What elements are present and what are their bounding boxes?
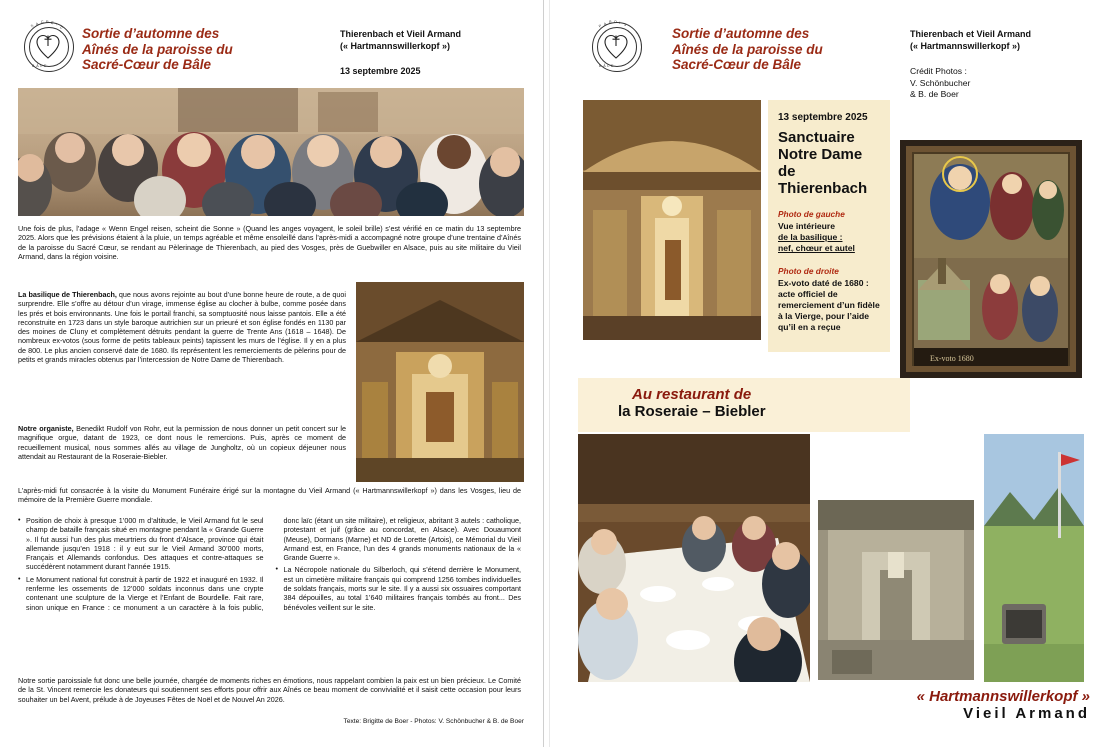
left-header-date: 13 septembre 2025 — [340, 66, 421, 76]
footer-subtitle-text: Vieil Armand — [963, 705, 1090, 722]
right-subject-line-1: Thierenbach et Vieil Armand — [910, 29, 1032, 39]
logo-ring-text: S A C R É - C B Â L E — [30, 20, 64, 68]
paragraph-basilica-body: que nous avons rejointe au bout d’une bonne heure de route, a de quoi surprendre. Elle s’offre au détour d’un virage, immense église au clocher à bulbe, comme posée dans les prés et bois environnants. Une fois le portail franchi, sa somptuosité nous laisse pantois. Elle a été reconstruite en 1723 dans un style baroque autrichien sur un prieuré et son église fondés en 1130 par des moines de Cluny et complètement détruits pendant la guerre de Trente Ans (1618 – 1648). De nombreux ex-votos (sous forme de petits tableaux peints) tapissent les murs de l’église. Il y en a plus de 800. Le plus ancien conservé date de 1680. Ils représentent les remerciements de pèlerins pour de petits et grands miracles obtenus par l’intercession de Notre Dame de Thierenbach. — [18, 290, 346, 365]
paragraph-closing — [18, 676, 521, 711]
right-title-line-2: Aînés de la paroisse du — [672, 41, 823, 57]
title-line-2: Aînés de la paroisse du — [82, 41, 233, 57]
caption-left-line-2: de la basilique : — [778, 232, 843, 242]
sanctuary-caption-panel — [768, 100, 890, 352]
right-subject-line-2: (« Hartmannswillerkopf ») — [910, 41, 1021, 51]
right-header-subject — [910, 28, 1090, 52]
subject-line-1: Thierenbach et Vieil Armand — [340, 29, 462, 39]
restaurant-heading-panel — [578, 378, 910, 432]
caption-left-line-3: nef, chœur et autel — [778, 243, 855, 253]
credit-line-2: V. Schönbucher — [910, 77, 971, 88]
title-line-3: Sacré-Cœur de Bâle — [82, 57, 212, 72]
photo-basilica-interior-left — [356, 282, 524, 482]
paragraph-intro: Une fois de plus, l’adage « Wenn Engel reisen, scheint die Sonne » (Quand les anges voyagent, le soleil brille) s’est vérifié en ce matin du 13 septembre 2025. Alors que les prévisions étaient à la pluie, un temps agréable et même ensoleillé dans l’après-midi a accompagné notre groupe d’une trentaine d’Aînés de la paroisse du Sacré Cœur, se rendant au Pèlerinage de Thierenbach, au pied des Vosges, près de Guebwiller en Alsace, puis au site militaire du Vieil Armand, dans la région voisine. — [18, 224, 521, 261]
paragraph-closing-body: Notre sortie paroissiale fut donc une belle journée, chargée de moments riches en émotions, nous rappelant combien la paix est un bien précieux. Le Comité de la St. Vincent remercie les donateurs qui soutiennent ses efforts pour offrir aux Aînés ce beau moment de convivialité et il saisit cette occasion pour leurs souhaiter un bel Avent, prélude à de Joyeuses Fêtes de Noël et de Nouvel An 2026. — [18, 676, 521, 704]
logo-ring-text-right: P A R O I S B Â L E — [598, 20, 628, 68]
bullet-list-vieil-armand — [18, 516, 521, 613]
credit-line-3: & B. de Boer — [910, 89, 959, 99]
paragraph-organist-body: Benedikt Rudolf von Rohr, eut la permission de nous donner un petit concert sur le magnifique orgue, datant de 1923, ce dont nous le remercions. Puis, après ce moment de recueillement musical, nous sommes allés au village de Jungholtz, où un copieux déjeuner nous attendait au Restaurant de la Roseraie-Biebler. — [18, 424, 346, 461]
list-item: • Position de choix à presque 1’000 m d’altitude, le Vieil Armand fut le seul champ de bataille français situé en montagne pendant la « Grande Guerre ». Il fut aussi l’un des plus meurtriers du front d’Alsace, province qui était allemande jusqu’en 1918 : il y eut sur le Vieil Armand 30’000 morts, Français et Allemands confondus. Des attaques et contre-attaques se succédèrent notamment durant l’année 1915. — [18, 516, 264, 572]
right-title-line-3: Sacré-Cœur de Bâle — [672, 57, 802, 72]
caption-left-body — [778, 221, 880, 254]
parish-logo — [22, 20, 74, 72]
panel-title-3: Thierenbach — [778, 180, 868, 197]
page-fold-shadow — [549, 0, 550, 747]
right-main-title — [672, 26, 902, 73]
photo-group-in-church — [18, 88, 524, 216]
photo-credits — [910, 66, 1090, 101]
subject-line-2: (« Hartmannswillerkopf ») — [340, 41, 451, 51]
title-line-1: Sortie d’automne des — [82, 26, 220, 41]
svg-text:Ex-voto 1680: Ex-voto 1680 — [930, 354, 974, 363]
credit-line-1: Crédit Photos : — [910, 66, 967, 76]
panel-title-1: Sanctuaire — [778, 129, 855, 146]
paragraph-basilica-lead: La basilique de Thierenbach, — [18, 290, 117, 299]
paragraph-basilica — [18, 290, 346, 371]
caption-left-line-1: Vue intérieure — [778, 221, 835, 231]
paragraph-organist — [18, 424, 346, 468]
left-intro-paragraph — [18, 224, 521, 268]
parish-logo-right — [590, 20, 642, 72]
restaurant-line-2: la Roseraie – Biebler — [618, 403, 766, 420]
list-item: • Le Monument national fut construit à partir de 1922 et inauguré en 1932. Il renferme les ossements de 12’000 soldats inconnus dans une crypte contenant une sculpture de la Vierge et l’Enfant de Bourdelle. Fait rare, sinon unique en France : ce monument a un caractère à la fois public, donc laïc (étant un site militaire), et religieux, abritant 3 autels : catholique, protestant et juif (grâce au concordat, en Alsace). Avec Douaumont (Meuse), Dormans (Marne) et ND de Lorette (Artois), ce Mémorial du Vieil Armand est, en France, l’un des 4 grands monuments nationaux de la « Grande Guerre ». — [18, 516, 521, 613]
restaurant-line-1: Au restaurant de — [632, 386, 752, 403]
caption-left-heading: Photo de gauche — [778, 209, 845, 219]
panel-title-2: Notre Dame de — [778, 146, 863, 180]
photo-ex-voto-painting — [900, 140, 1082, 378]
left-main-title — [82, 26, 322, 73]
paragraph-afternoon — [18, 486, 521, 512]
right-title-line-1: Sortie d’automne des — [672, 26, 810, 41]
caption-right-heading: Photo de droite — [778, 266, 839, 276]
photo-restaurant-table — [578, 434, 810, 682]
panel-title — [778, 129, 880, 197]
photo-basilica-nave — [583, 100, 761, 340]
left-header-subject — [340, 28, 540, 52]
paragraph-organist-lead: Notre organiste, — [18, 424, 74, 433]
photo-necropolis — [984, 434, 1084, 682]
caption-right-body: Ex-voto daté de 1680 : acte officiel de remerciement d’un fidèle à la Vierge, pour l’aide qu’il en a reçue — [778, 278, 880, 332]
paragraph-afternoon-body: L’après-midi fut consacrée à la visite du Monument Funéraire érigé sur la montagne du Vieil Armand (« Hartmannswillerkopf ») dans les Vosges, lieu de mémoire de la Première Guerre mondiale. — [18, 486, 521, 505]
panel-date: 13 septembre 2025 — [778, 112, 868, 123]
footer-title-text: « Hartmannswillerkopf » — [916, 688, 1090, 705]
left-credits: Texte: Brigitte de Boer - Photos: V. Schönbucher & B. de Boer — [343, 718, 524, 725]
right-footer-title — [880, 688, 1090, 722]
list-item: • La Nécropole nationale du Silberloch, qui s’étend derrière le Monument, est un cimetière militaire français qui comprend 1256 tombes individuelles de soldats français, morts sur le site. Il y a aussi six ossuaires comportant 384 dépouilles, au total 1’640 militaires français tombés au front... Des bénévoles veillent sur le site. — [276, 565, 522, 611]
photo-crypt-interior — [818, 500, 974, 680]
page-fold-line — [543, 0, 544, 747]
